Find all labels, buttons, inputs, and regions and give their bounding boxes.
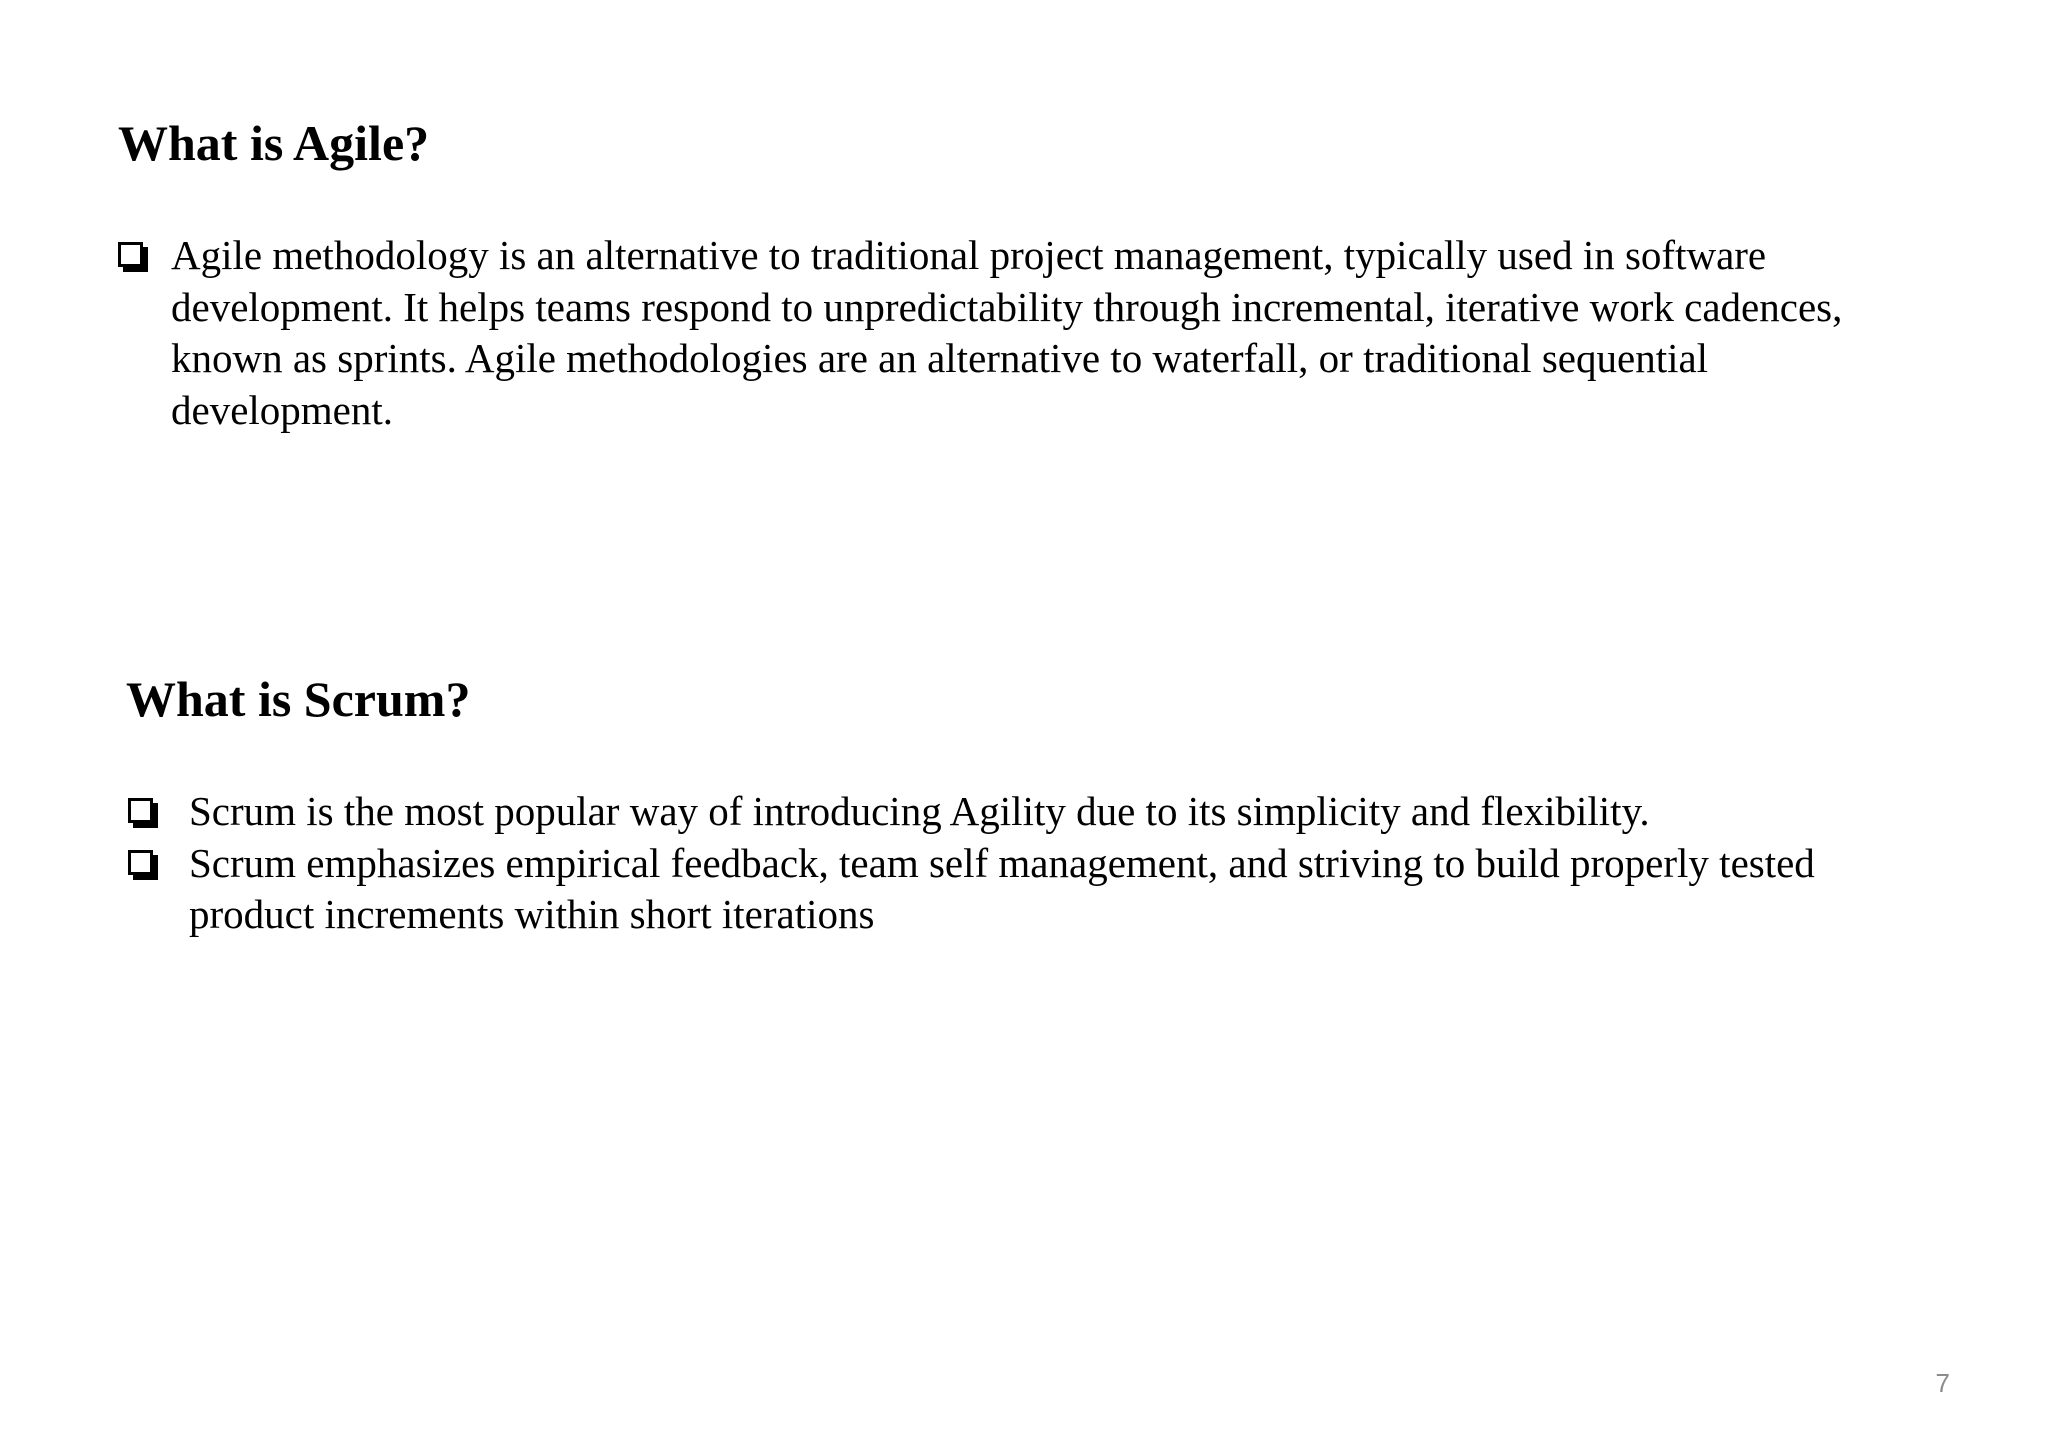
list-item xyxy=(128,838,1888,941)
bullet-text: Scrum is the most popular way of introducing Agility due to its simplicity and flexibility. xyxy=(189,788,1650,834)
list-item xyxy=(128,786,1888,838)
scrum-section-title: What is Scrum? xyxy=(126,671,471,727)
page-number: 7 xyxy=(1935,1368,1950,1398)
agile-section-title: What is Agile? xyxy=(118,115,430,171)
agile-bullet-list xyxy=(118,230,1878,436)
bullet-text: Scrum emphasizes empirical feedback, team self management, and striving to build properly tested product increments within short iterations xyxy=(189,839,1815,937)
scrum-bullet-list xyxy=(128,786,1888,941)
square-bullet-icon xyxy=(118,242,143,267)
bullet-text: Agile methodology is an alternative to traditional project management, typically used in software development. It helps teams respond to unpredictability through incremental, iterative work cadences, known as sprints. Agile methodologies are an alternative to waterfall, or traditional sequential development. xyxy=(171,232,1843,433)
square-bullet-icon xyxy=(128,798,153,823)
list-item xyxy=(118,230,1878,436)
square-bullet-icon xyxy=(128,850,153,875)
